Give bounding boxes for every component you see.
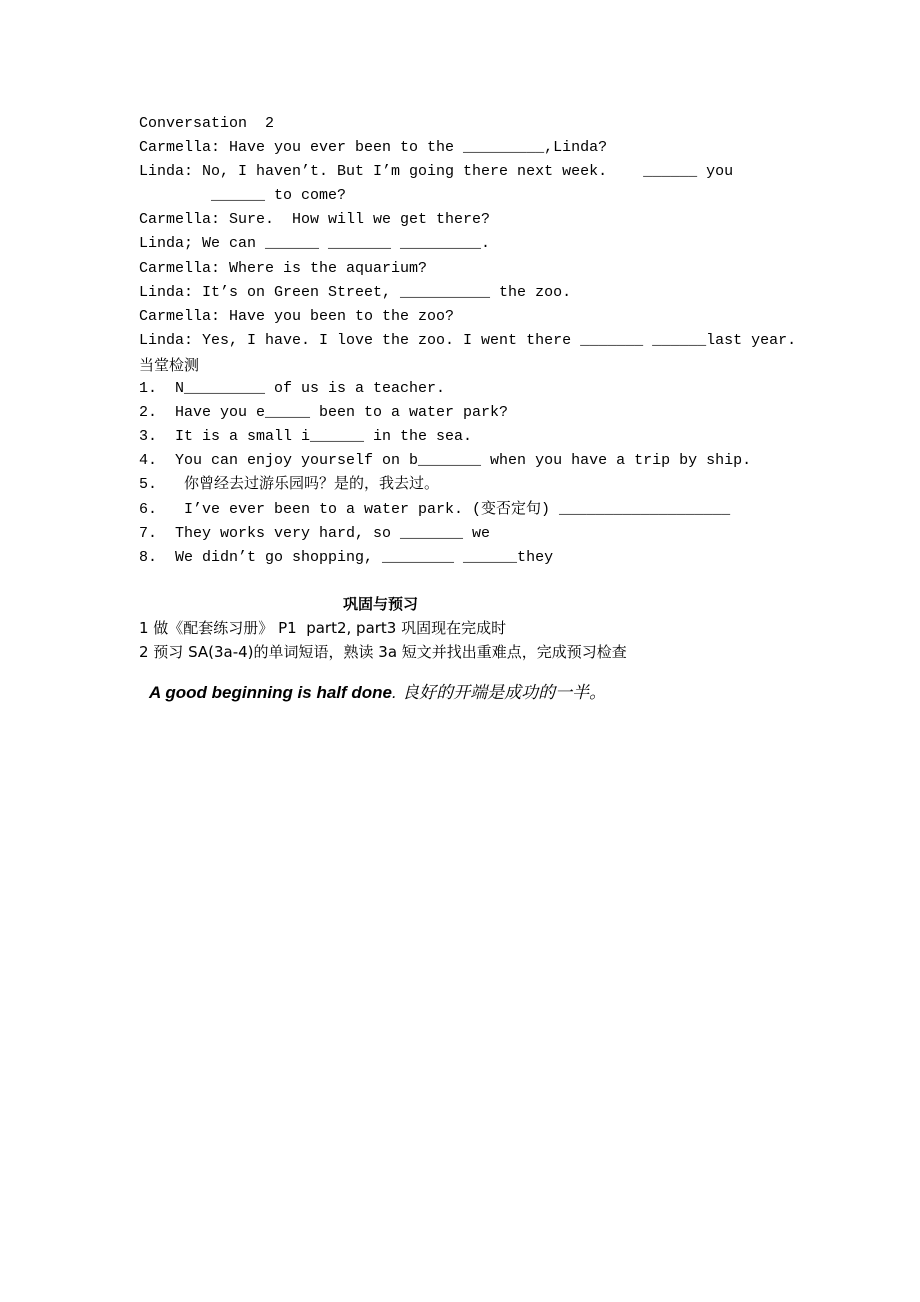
motto <box>139 680 799 706</box>
practice-heading: 当堂检测 <box>139 355 200 374</box>
motto-chinese: 良好的开端是成功的一半。 <box>396 682 607 703</box>
practice-item: 4. You can enjoy yourself on b_______ when you have a trip by ship. <box>139 452 752 470</box>
dialogue-line: Carmella: Have you ever been to the _________,Linda? <box>139 139 608 157</box>
dialogue-line: Linda: No, I haven’t. But I’m going there next week. ______ you <box>139 163 734 181</box>
conversation-title: Conversation 2 <box>139 115 275 132</box>
dialogue-line: Carmella: Sure. How will we get there? <box>139 211 491 229</box>
dialogue-line: Linda: Yes, I have. I love the zoo. I went there _______ ______last year. <box>139 331 797 349</box>
dialogue-line: Carmella: Have you been to the zoo? <box>139 307 455 325</box>
motto-punct: . <box>392 682 397 702</box>
practice-item: 7. They works very hard, so _______ we <box>139 524 491 542</box>
practice-item: 8. We didn’t go shopping, ________ ______they <box>139 548 554 566</box>
dialogue-line: Linda; We can ______ _______ _________. <box>139 235 491 253</box>
review-heading: 巩固与预习 <box>343 594 419 613</box>
practice-item: 5. 你曾经去过游乐园吗？是的，我去过。 <box>139 476 440 494</box>
review-item: 1 做《配套练习册》 P1 part2, part3 巩固现在完成时 <box>139 618 507 637</box>
review-item: 2 预习 SA(3a-4)的单词短语，熟读 3a 短文并找出重难点，完成预习检查 <box>139 642 627 661</box>
dialogue-line: Linda: It’s on Green Street, __________ the zoo. <box>139 283 572 301</box>
motto-english: A good beginning is half done <box>149 682 393 702</box>
practice-item: 6. I’ve ever been to a water park. (变否定句) ___________________ <box>139 500 731 518</box>
practice-item: 1. N_________ of us is a teacher. <box>139 380 446 398</box>
worksheet-page <box>139 112 799 706</box>
dialogue-line: ______ to come? <box>211 187 347 205</box>
practice-item: 3. It is a small i______ in the sea. <box>139 428 473 446</box>
dialogue-line: Carmella: Where is the aquarium? <box>139 259 428 277</box>
practice-item: 2. Have you e_____ been to a water park? <box>139 404 509 422</box>
